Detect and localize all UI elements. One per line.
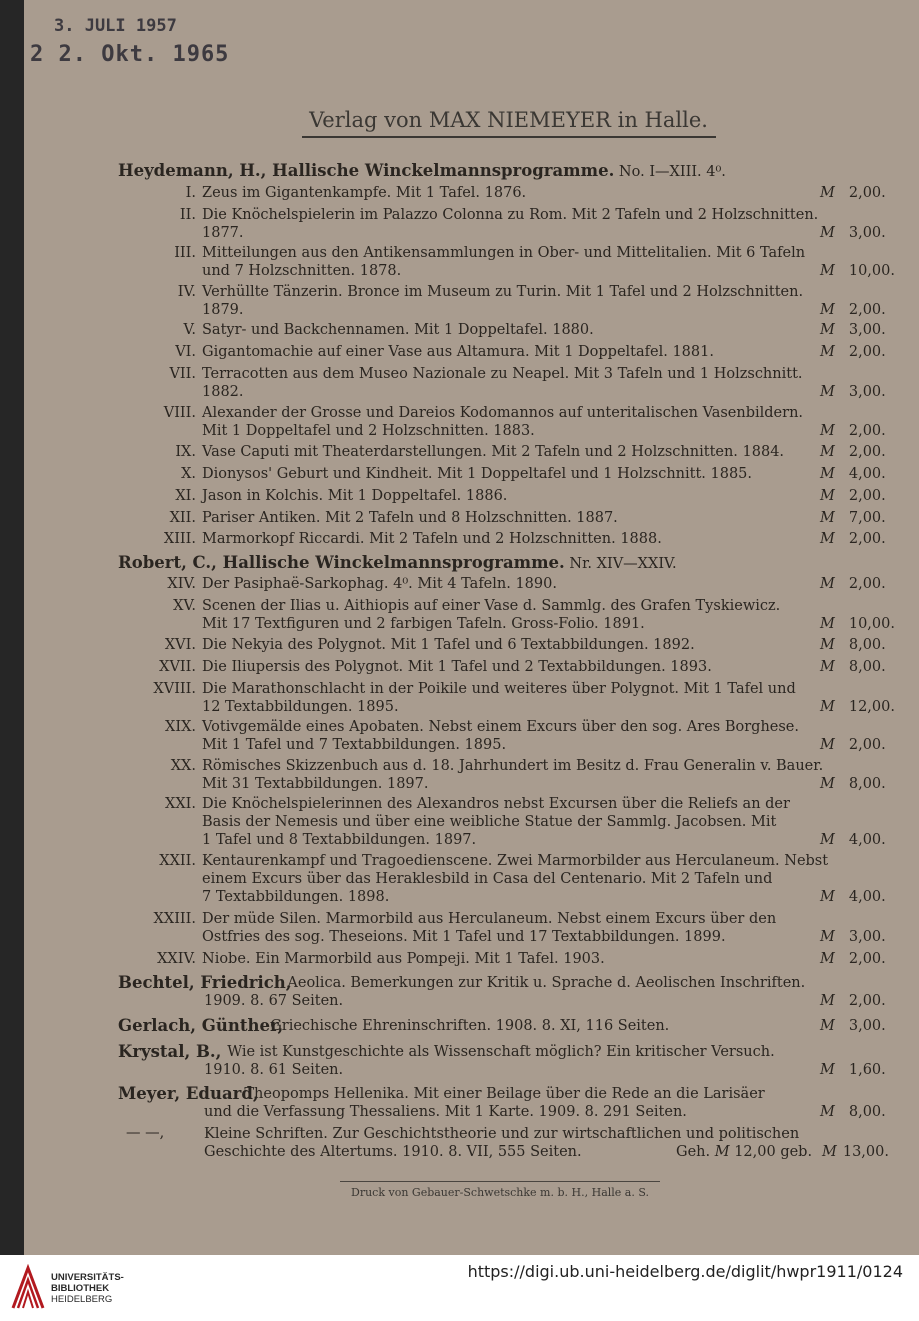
item-title: Terracotten aus dem Museo Nazionale zu Neapel. Mit 3 Tafeln und 1 Holzschnitt.: [202, 366, 803, 382]
price-value: 3,00.: [848, 1018, 886, 1034]
item-title: Die Knöchelspielerin im Palazzo Colonna zu Rom. Mit 2 Tafeln und 2 Holzschnitten.: [202, 207, 819, 223]
price: [820, 423, 886, 440]
price-value: 2,00.: [848, 302, 886, 318]
price: [820, 776, 886, 793]
price-value: 3,00.: [848, 322, 886, 338]
price: [820, 466, 886, 483]
library-line3: HEIDELBERG: [51, 1294, 113, 1305]
price-value: 2,00.: [848, 737, 886, 753]
currency-symbol: M: [820, 776, 835, 792]
price-value: 2,00.: [848, 488, 886, 504]
price-note: Geh.: [676, 1144, 715, 1160]
price: [820, 444, 886, 461]
item-title: Ostfries des sog. Theseions. Mit 1 Tafel und 17 Textabbildungen. 1899.: [202, 929, 726, 945]
item-title: Mit 1 Doppeltafel und 2 Holzschnitten. 1883.: [202, 423, 535, 439]
item-number: XX.: [170, 758, 196, 774]
currency-symbol: M: [820, 616, 835, 632]
entry-title: Kleine Schriften. Zur Geschichtstheorie und zur wirtschaftlichen und politischen: [204, 1126, 800, 1142]
item-number: XVII.: [159, 659, 196, 675]
currency-symbol: M: [820, 344, 835, 360]
price-value: 1,60.: [848, 1062, 886, 1078]
price: [820, 737, 886, 754]
currency-symbol: M: [820, 737, 835, 753]
item-title: Die Knöchelspielerinnen des Alexandros nebst Excursen über die Reliefs an der: [202, 796, 790, 812]
item-title: einem Excurs über das Heraklesbild in Casa del Centenario. Mit 2 Tafeln und: [202, 871, 773, 887]
price-value: 8,00.: [848, 1104, 886, 1120]
library-logo-icon[interactable]: [10, 1264, 46, 1312]
item-title: Alexander der Grosse und Dareios Kodomannos auf unteritalischen Vasenbildern.: [202, 405, 804, 421]
printer-note: Druck von Gebauer-Schwetschke m. b. H., Halle a. S.: [351, 1186, 649, 1199]
currency-symbol: M: [820, 302, 835, 318]
price: [820, 832, 886, 849]
item-title: Mit 17 Textfiguren und 2 farbigen Tafeln. Gross-Folio. 1891.: [202, 616, 645, 632]
price-value: 12,00.: [848, 699, 895, 715]
series-author: Heydemann, H., Hallische Winckelmannsprogramme.: [118, 161, 615, 180]
item-title: Satyr- und Backchennamen. Mit 1 Doppeltafel. 1880.: [202, 322, 594, 338]
price-value: 10,00.: [848, 616, 895, 632]
price: [820, 929, 886, 946]
currency-symbol: M: [820, 466, 835, 482]
item-number: XV.: [173, 598, 196, 614]
entry-author: Gerlach, Günther,: [118, 1016, 284, 1035]
price-value: 8,00.: [848, 659, 886, 675]
currency-symbol: M: [822, 1144, 837, 1160]
item-number: XI.: [175, 488, 196, 504]
currency-symbol: M: [820, 444, 835, 460]
price-value: 2,00.: [848, 423, 886, 439]
item-title: Mit 31 Textabbildungen. 1897.: [202, 776, 429, 792]
item-title: Pariser Antiken. Mit 2 Tafeln und 8 Holzschnitten. 1887.: [202, 510, 618, 526]
item-number: III.: [174, 245, 196, 261]
price-value: 2,00.: [848, 531, 886, 547]
entry-title: 1909. 8. 67 Seiten.: [204, 993, 344, 1009]
price-value: 7,00.: [848, 510, 886, 526]
entry-title: Aeolica. Bemerkungen zur Kritik u. Sprache d. Aeolischen Inschriften.: [287, 975, 806, 991]
item-number: XXII.: [159, 853, 196, 869]
series-range: No. I—XIII. 4⁰.: [614, 164, 726, 180]
price-value: 10,00.: [848, 263, 895, 279]
price: [820, 384, 886, 401]
price-value: 2,00.: [848, 993, 886, 1009]
item-title: 1882.: [202, 384, 244, 400]
item-title: Gigantomachie auf einer Vase aus Altamura. Mit 1 Doppeltafel. 1881.: [202, 344, 714, 360]
entry-author: — —,: [126, 1125, 165, 1141]
entry-title: und die Verfassung Thessaliens. Mit 1 Karte. 1909. 8. 291 Seiten.: [204, 1104, 687, 1120]
item-title: Der Pasiphaë-Sarkophag. 4⁰. Mit 4 Tafeln. 1890.: [202, 576, 557, 592]
price-value: 12,00 geb.: [734, 1144, 813, 1160]
item-number: XII.: [169, 510, 196, 526]
price: [820, 510, 886, 527]
entry-title: 1910. 8. 61 Seiten.: [204, 1062, 344, 1078]
currency-symbol: M: [820, 185, 835, 201]
item-number: XXIV.: [157, 951, 196, 967]
price: [820, 889, 886, 906]
price-value: 3,00.: [848, 225, 886, 241]
currency-symbol: M: [820, 993, 835, 1009]
item-title: Die Nekyia des Polygnot. Mit 1 Tafel und 6 Textabbildungen. 1892.: [202, 637, 695, 653]
footer-rule: [340, 1181, 660, 1182]
currency-symbol: M: [820, 637, 835, 653]
price: [820, 531, 886, 548]
item-title: 1877.: [202, 225, 244, 241]
item-number: VIII.: [163, 405, 196, 421]
item-title: Römisches Skizzenbuch aus d. 18. Jahrhundert im Besitz d. Frau Generalin v. Bauer.: [202, 758, 824, 774]
price-value: 3,00.: [848, 384, 886, 400]
item-number: IX.: [175, 444, 196, 460]
item-number: XXIII.: [153, 911, 196, 927]
currency-symbol: M: [820, 488, 835, 504]
series-heading: [118, 554, 677, 573]
price-value: 8,00.: [848, 776, 886, 792]
date-stamp: 2 2. Okt. 1965: [30, 42, 230, 67]
item-title: Vase Caputi mit Theaterdarstellungen. Mit 2 Tafeln und 2 Holzschnitten. 1884.: [202, 444, 785, 460]
entry-author: Meyer, Eduard,: [118, 1084, 259, 1103]
item-title: 7 Textabbildungen. 1898.: [202, 889, 390, 905]
currency-symbol: M: [820, 510, 835, 526]
item-number: VII.: [169, 366, 196, 382]
item-title: Mitteilungen aus den Antikensammlungen in Ober- und Mittelitalien. Mit 6 Tafeln: [202, 245, 806, 261]
price: [820, 322, 886, 339]
price-value: 8,00.: [848, 637, 886, 653]
currency-symbol: M: [820, 832, 835, 848]
item-number: II.: [179, 207, 196, 223]
price-value: 2,00.: [848, 576, 886, 592]
price-value: 2,00.: [848, 951, 886, 967]
price-paperback: [676, 1144, 812, 1161]
currency-symbol: M: [820, 531, 835, 547]
series-range: Nr. XIV—XXIV.: [564, 556, 677, 572]
item-number: XXI.: [165, 796, 196, 812]
currency-symbol: M: [820, 576, 835, 592]
currency-symbol: M: [820, 384, 835, 400]
item-number: X.: [181, 466, 196, 482]
price: [820, 302, 886, 319]
price: [820, 993, 886, 1010]
price: [820, 699, 895, 716]
series-heading: [118, 162, 726, 181]
currency-symbol: M: [820, 225, 835, 241]
price: [820, 185, 886, 202]
currency-symbol: M: [820, 1104, 835, 1120]
item-title: 12 Textabbildungen. 1895.: [202, 699, 399, 715]
price: [820, 637, 886, 654]
item-number: XIII.: [163, 531, 196, 547]
item-title: 1 Tafel und 8 Textabbildungen. 1897.: [202, 832, 477, 848]
price: [820, 951, 886, 968]
entry-title: Theopomps Hellenika. Mit einer Beilage über die Rede an die Larisäer: [244, 1086, 765, 1102]
item-number: XVIII.: [153, 681, 196, 697]
item-title: Mit 1 Tafel und 7 Textabbildungen. 1895.: [202, 737, 507, 753]
item-title: Jason in Kolchis. Mit 1 Doppeltafel. 1886.: [202, 488, 508, 504]
library-name[interactable]: [51, 1272, 124, 1305]
price: [820, 1104, 886, 1121]
price-value: 2,00.: [848, 444, 886, 460]
price: [820, 616, 895, 633]
price: [822, 1144, 889, 1161]
currency-symbol: M: [820, 1018, 835, 1034]
item-title: 1879.: [202, 302, 244, 318]
currency-symbol: M: [820, 423, 835, 439]
item-title: Kentaurenkampf und Tragoedienscene. Zwei Marmorbilder aus Herculaneum. Nebst: [202, 853, 829, 869]
price-value: 4,00.: [848, 889, 886, 905]
entry-author: Bechtel, Friedrich,: [118, 973, 292, 992]
price: [820, 344, 886, 361]
currency-symbol: M: [820, 929, 835, 945]
price: [820, 659, 886, 676]
publisher-header: Verlag von MAX NIEMEYER in Halle.: [309, 108, 708, 132]
entry-title: Griechische Ehreninschriften. 1908. 8. XI, 116 Seiten.: [270, 1018, 670, 1034]
item-title: Die Iliupersis des Polygnot. Mit 1 Tafel und 2 Textabbildungen. 1893.: [202, 659, 712, 675]
item-title: Verhüllte Tänzerin. Bronce im Museum zu Turin. Mit 1 Tafel und 2 Holzschnitten.: [202, 284, 804, 300]
price: [820, 576, 886, 593]
item-title: Votivgemälde eines Apobaten. Nebst einem Excurs über den sog. Ares Borghese.: [202, 719, 799, 735]
item-number: XIX.: [165, 719, 196, 735]
library-line1: UNIVERSITÄTS-: [51, 1272, 124, 1283]
item-title: Marmorkopf Riccardi. Mit 2 Tafeln und 2 Holzschnitten. 1888.: [202, 531, 662, 547]
item-number: IV.: [177, 284, 196, 300]
currency-symbol: M: [820, 951, 835, 967]
library-line2: BIBLIOTHEK: [51, 1283, 110, 1294]
price: [820, 225, 886, 242]
item-title: Niobe. Ein Marmorbild aus Pompeji. Mit 1 Tafel. 1903.: [202, 951, 605, 967]
currency-symbol: M: [820, 889, 835, 905]
currency-symbol: M: [820, 263, 835, 279]
currency-symbol: M: [820, 1062, 835, 1078]
received-stamp: 3. JULI 1957: [54, 16, 177, 36]
permalink-url[interactable]: https://digi.ub.uni-heidelberg.de/diglit/hwpr1911/0124: [467, 1262, 903, 1281]
item-number: I.: [185, 185, 196, 201]
item-title: und 7 Holzschnitten. 1878.: [202, 263, 402, 279]
entry-title: Wie ist Kunstgeschichte als Wissenschaft möglich? Ein kritischer Versuch.: [227, 1044, 775, 1060]
currency-symbol: M: [820, 699, 835, 715]
item-title: Die Marathonschlacht in der Poikile und weiteres über Polygnot. Mit 1 Tafel und: [202, 681, 796, 697]
entry-title: Geschichte des Altertums. 1910. 8. VII, 555 Seiten.: [204, 1144, 582, 1160]
series-author: Robert, C., Hallische Winckelmannsprogramme.: [118, 553, 565, 572]
item-title: Der müde Silen. Marmorbild aus Herculaneum. Nebst einem Excurs über den: [202, 911, 777, 927]
item-number: XIV.: [167, 576, 196, 592]
price: [820, 488, 886, 505]
item-title: Zeus im Gigantenkampfe. Mit 1 Tafel. 1876.: [202, 185, 527, 201]
item-title: Scenen der Ilias u. Aithiopis auf einer Vase d. Sammlg. des Grafen Tyskiewicz.: [202, 598, 781, 614]
price-value: 13,00.: [842, 1144, 889, 1160]
entry-author: Krystal, B.,: [118, 1042, 222, 1061]
price: [820, 263, 895, 280]
item-title: Basis der Nemesis und über eine weibliche Statue der Sammlg. Jacobsen. Mit: [202, 814, 777, 830]
item-title: Dionysos' Geburt und Kindheit. Mit 1 Doppeltafel und 1 Holzschnitt. 1885.: [202, 466, 753, 482]
item-number: VI.: [175, 344, 196, 360]
price: [820, 1062, 886, 1079]
price-value: 4,00.: [848, 832, 886, 848]
price-value: 4,00.: [848, 466, 886, 482]
currency-symbol: M: [714, 1144, 735, 1160]
price: [820, 1018, 886, 1035]
price-value: 3,00.: [848, 929, 886, 945]
price-value: 2,00.: [848, 344, 886, 360]
price-value: 2,00.: [848, 185, 886, 201]
item-number: V.: [183, 322, 196, 338]
currency-symbol: M: [820, 659, 835, 675]
currency-symbol: M: [820, 322, 835, 338]
item-number: XVI.: [164, 637, 196, 653]
